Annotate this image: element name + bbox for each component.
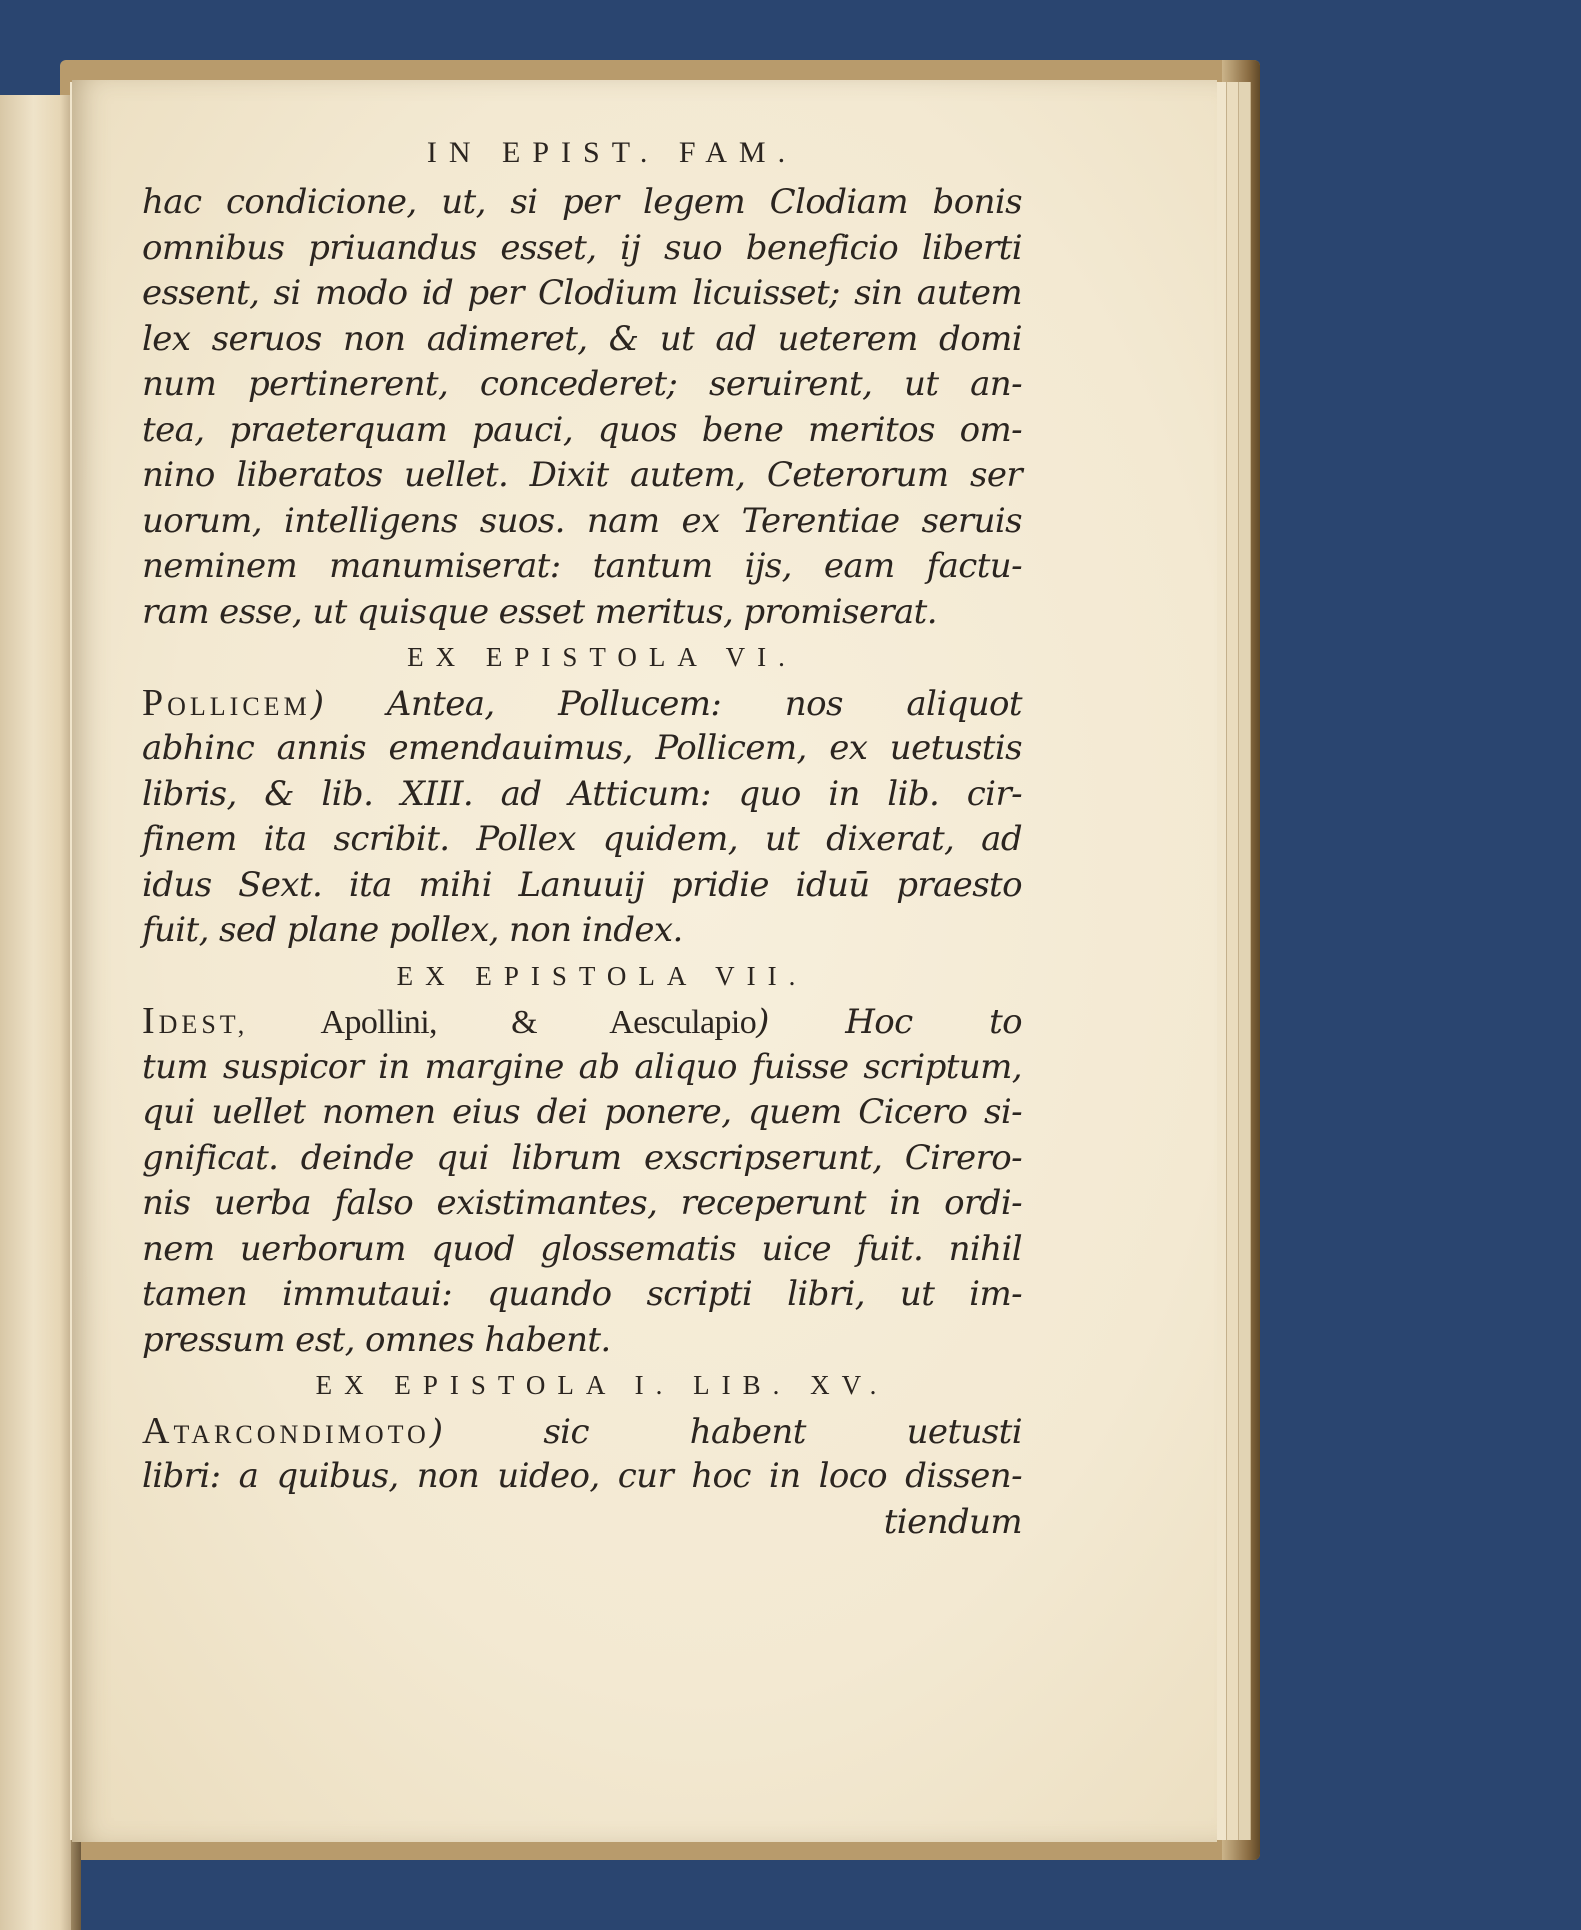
lemma-roman: Apollini, & Aesculapio: [248, 1004, 757, 1041]
text-line: hac condicione, ut, si per legem Clodiam bonis: [142, 182, 1022, 222]
text-line: idus Sext. ita mihi Lanuuij pridie iduū praesto: [142, 864, 1022, 905]
text-line: num pertinerent, concederet; seruirent, ut an-: [142, 364, 1022, 404]
text-line: nis uerba falso existimantes, receperunt in ordi-: [142, 1183, 1022, 1223]
text-line: fuit, sed plane pollex, non index.: [142, 910, 683, 950]
lemma-line: [142, 999, 1022, 1045]
text-line: abhinc annis emendauimus, Pollicem, ex uetustis: [142, 728, 1022, 768]
text-line: tea, praeterquam pauci, quos bene meritos om-: [142, 409, 1022, 450]
lemma-line: [142, 1409, 1022, 1455]
running-head: IN EPIST. FAM.: [426, 136, 798, 169]
lemma-initial: P: [142, 681, 168, 724]
lemma: [142, 1409, 430, 1452]
facing-page-edge: [0, 95, 75, 1930]
text-line: omnibus priuandus esset, ij suo beneficio liberti: [142, 227, 1022, 268]
lemma-initial: I: [142, 1000, 159, 1042]
text-line: qui uellet nomen eius dei ponere, quem Cicero si-: [142, 1092, 1022, 1132]
text-line: uorum, intelligens suos. nam ex Terentiae seruis: [142, 500, 1022, 541]
section-heading: EX EPISTOLA VI.: [407, 642, 797, 672]
text-block: [142, 130, 1022, 1545]
lemma-rest: DEST,: [158, 1010, 249, 1039]
text-line: lex seruos non adimeret, & ut ad ueterem domi: [142, 318, 1022, 359]
text-line: pressum est, omnes habent.: [142, 1319, 611, 1360]
catchword: tiendum: [883, 1501, 1022, 1542]
lemma-initial: A: [142, 1409, 174, 1452]
text-line: nem uerborum quod glossematis uice fuit. nihil: [142, 1228, 1022, 1269]
lemma: [142, 681, 311, 724]
text-line: tamen immutaui: quando scripti libri, ut im-: [142, 1274, 1022, 1314]
lemma-line: [142, 681, 1022, 727]
text-line: finem ita scribit. Pollex quidem, ut dixerat, ad: [142, 819, 1022, 859]
text-line: ram esse, ut quisque esset meritus, promiserat.: [142, 591, 937, 632]
text-line: essent, si modo id per Clodium licuisset; sin autem: [142, 273, 1022, 313]
text-line: libris, & lib. XIII. ad Atticum: quo in lib. cir-: [142, 773, 1022, 814]
text-line: gnificat. deinde qui librum exscripserunt, Cirero-: [142, 1137, 1022, 1178]
section-heading: EX EPISTOLA VII.: [396, 960, 808, 991]
text-line: tum suspicor in margine ab aliquo fuisse scriptum,: [142, 1046, 1022, 1087]
section-heading: EX EPISTOLA I. LIB. XV.: [315, 1370, 889, 1400]
lemma-rest: TARCONDIMOTO: [173, 1419, 430, 1449]
lemma-line-rest: ) Hoc to: [756, 1002, 1022, 1042]
lemma-line-rest: ) sic habent uetusti: [429, 1411, 1022, 1452]
lemma-line-rest: ) Antea, Pollucem: nos aliquot: [310, 683, 1022, 724]
lemma: [142, 1000, 249, 1042]
text-line: neminem manumiserat: tantum ijs, eam factu-: [142, 546, 1022, 586]
lemma-rest: OLLICEM: [167, 691, 311, 721]
book-page: [72, 80, 1217, 1842]
text-line: nino liberatos uellet. Dixit autem, Ceterorum ser: [142, 455, 1022, 495]
text-line: libri: a quibus, non uideo, cur hoc in loco dissen-: [142, 1456, 1022, 1496]
